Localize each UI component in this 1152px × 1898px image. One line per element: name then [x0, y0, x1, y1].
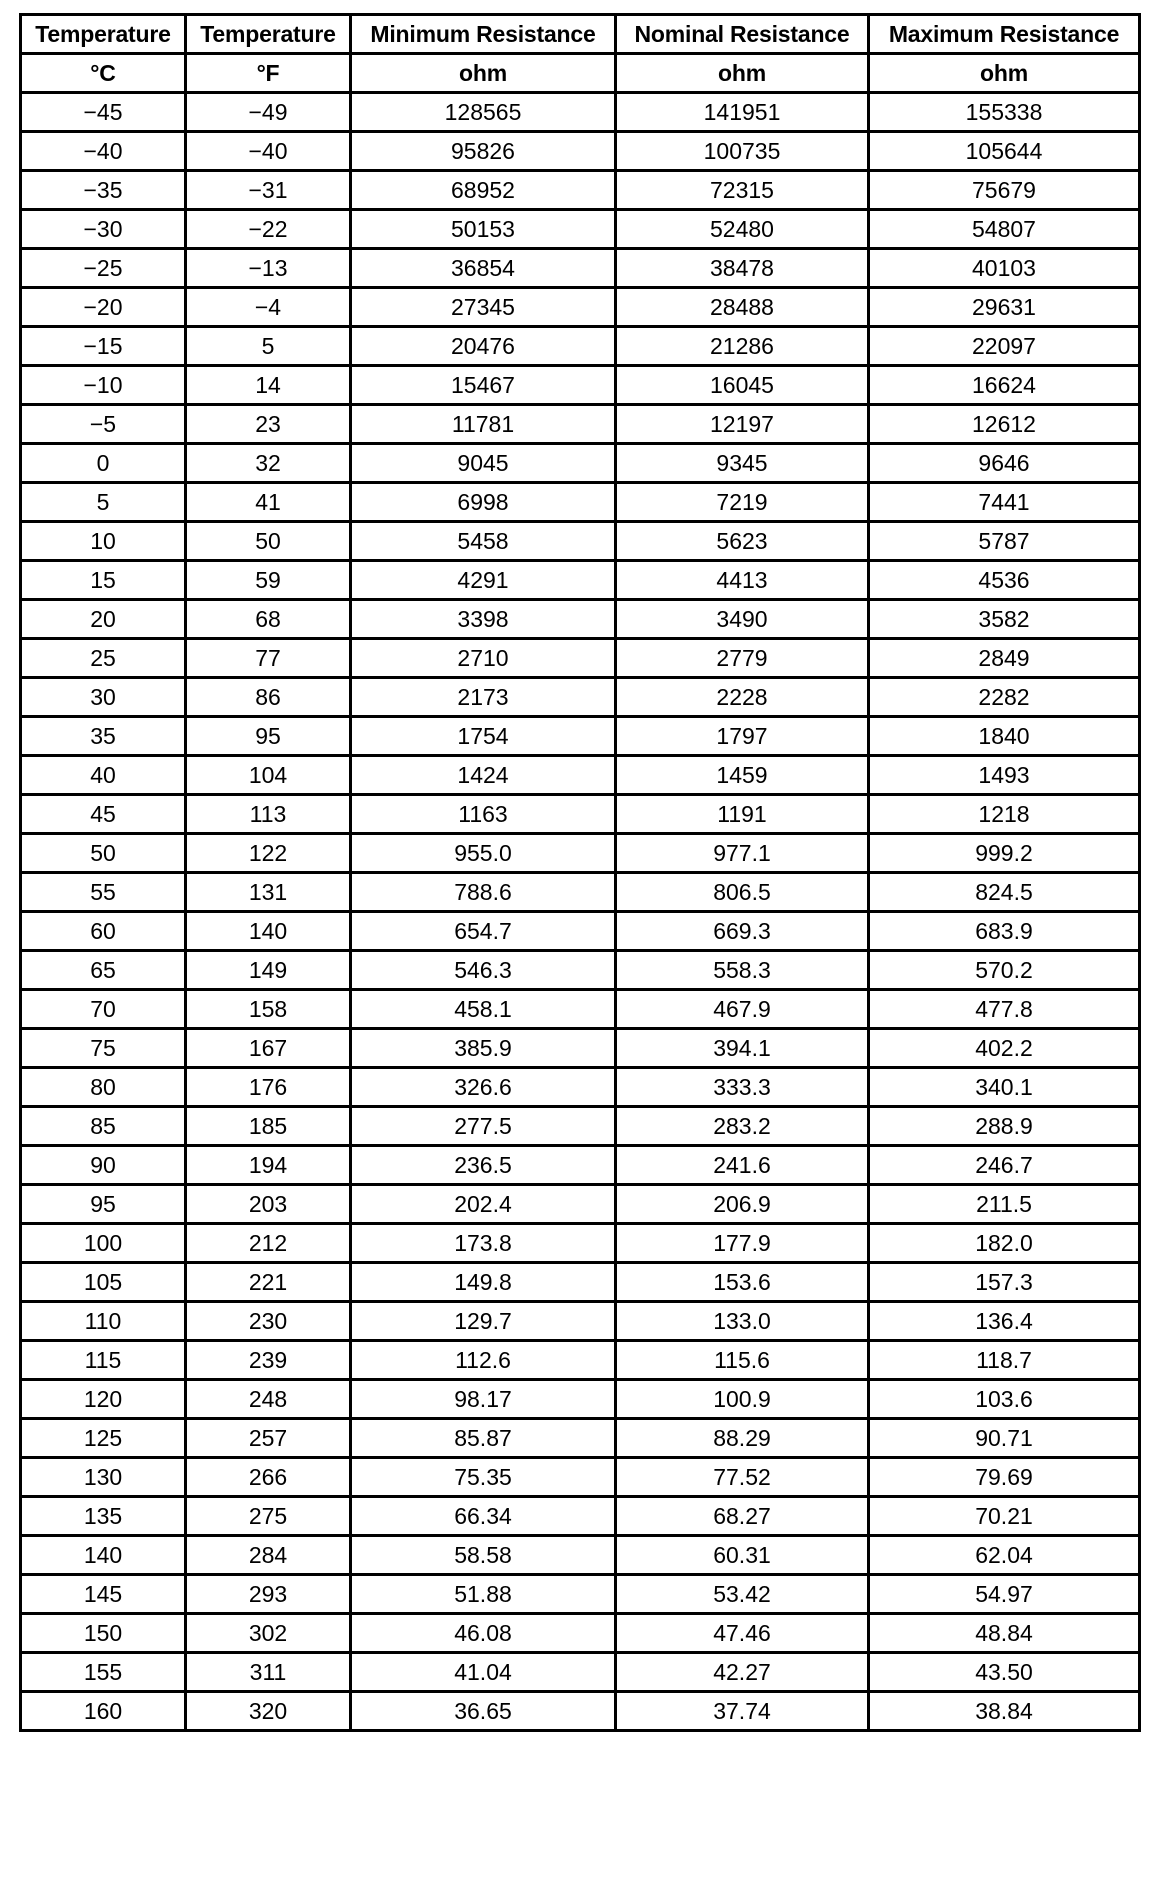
cell-fahrenheit: −40: [186, 132, 351, 171]
cell-fahrenheit: 149: [186, 951, 351, 990]
cell-fahrenheit: −4: [186, 288, 351, 327]
cell-celsius: 65: [21, 951, 186, 990]
cell-nominal-resistance: 100.9: [616, 1380, 869, 1419]
table-head: [21, 15, 1140, 93]
table-row: [21, 990, 1140, 1029]
cell-nominal-resistance: 38478: [616, 249, 869, 288]
table-row: [21, 1224, 1140, 1263]
cell-fahrenheit: 176: [186, 1068, 351, 1107]
cell-nominal-resistance: 28488: [616, 288, 869, 327]
table-row: [21, 873, 1140, 912]
cell-nominal-resistance: 669.3: [616, 912, 869, 951]
cell-fahrenheit: 185: [186, 1107, 351, 1146]
cell-max-resistance: 824.5: [869, 873, 1140, 912]
cell-fahrenheit: 221: [186, 1263, 351, 1302]
cell-max-resistance: 16624: [869, 366, 1140, 405]
cell-fahrenheit: 14: [186, 366, 351, 405]
table-row: [21, 132, 1140, 171]
table-row: [21, 951, 1140, 990]
cell-min-resistance: 58.58: [351, 1536, 616, 1575]
table-row: [21, 795, 1140, 834]
cell-fahrenheit: 113: [186, 795, 351, 834]
cell-fahrenheit: 212: [186, 1224, 351, 1263]
cell-fahrenheit: −13: [186, 249, 351, 288]
cell-fahrenheit: −49: [186, 93, 351, 132]
cell-nominal-resistance: 16045: [616, 366, 869, 405]
table-row: [21, 210, 1140, 249]
cell-min-resistance: 50153: [351, 210, 616, 249]
cell-fahrenheit: 104: [186, 756, 351, 795]
cell-max-resistance: 54.97: [869, 1575, 1140, 1614]
cell-min-resistance: 1754: [351, 717, 616, 756]
cell-min-resistance: 15467: [351, 366, 616, 405]
cell-nominal-resistance: 283.2: [616, 1107, 869, 1146]
cell-fahrenheit: 32: [186, 444, 351, 483]
cell-min-resistance: 5458: [351, 522, 616, 561]
cell-min-resistance: 654.7: [351, 912, 616, 951]
cell-nominal-resistance: 4413: [616, 561, 869, 600]
cell-min-resistance: 11781: [351, 405, 616, 444]
unit-nominal-ohm: ohm: [616, 54, 869, 93]
cell-max-resistance: 62.04: [869, 1536, 1140, 1575]
cell-celsius: 120: [21, 1380, 186, 1419]
cell-celsius: 25: [21, 639, 186, 678]
cell-celsius: 10: [21, 522, 186, 561]
units-row: [21, 54, 1140, 93]
cell-celsius: 5: [21, 483, 186, 522]
cell-max-resistance: 182.0: [869, 1224, 1140, 1263]
cell-max-resistance: 43.50: [869, 1653, 1140, 1692]
cell-min-resistance: 236.5: [351, 1146, 616, 1185]
cell-min-resistance: 2710: [351, 639, 616, 678]
cell-min-resistance: 788.6: [351, 873, 616, 912]
cell-fahrenheit: 284: [186, 1536, 351, 1575]
table-row: [21, 327, 1140, 366]
table-row: [21, 405, 1140, 444]
cell-fahrenheit: 266: [186, 1458, 351, 1497]
cell-nominal-resistance: 42.27: [616, 1653, 869, 1692]
table-row: [21, 1458, 1140, 1497]
cell-fahrenheit: 194: [186, 1146, 351, 1185]
cell-nominal-resistance: 9345: [616, 444, 869, 483]
table-row: [21, 600, 1140, 639]
table-row: [21, 1497, 1140, 1536]
cell-nominal-resistance: 68.27: [616, 1497, 869, 1536]
cell-max-resistance: 118.7: [869, 1341, 1140, 1380]
cell-celsius: 110: [21, 1302, 186, 1341]
cell-max-resistance: 402.2: [869, 1029, 1140, 1068]
cell-fahrenheit: 311: [186, 1653, 351, 1692]
cell-fahrenheit: 50: [186, 522, 351, 561]
cell-celsius: 130: [21, 1458, 186, 1497]
cell-celsius: 80: [21, 1068, 186, 1107]
cell-fahrenheit: 68: [186, 600, 351, 639]
table-body: [21, 93, 1140, 1731]
header-temperature-celsius: Temperature: [21, 15, 186, 54]
table-row: [21, 171, 1140, 210]
cell-max-resistance: 22097: [869, 327, 1140, 366]
cell-max-resistance: 570.2: [869, 951, 1140, 990]
cell-celsius: 70: [21, 990, 186, 1029]
cell-fahrenheit: 158: [186, 990, 351, 1029]
cell-min-resistance: 458.1: [351, 990, 616, 1029]
unit-min-ohm: ohm: [351, 54, 616, 93]
cell-nominal-resistance: 21286: [616, 327, 869, 366]
cell-celsius: −35: [21, 171, 186, 210]
cell-celsius: 125: [21, 1419, 186, 1458]
cell-max-resistance: 40103: [869, 249, 1140, 288]
table-row: [21, 1185, 1140, 1224]
header-row: [21, 15, 1140, 54]
cell-max-resistance: 79.69: [869, 1458, 1140, 1497]
cell-nominal-resistance: 100735: [616, 132, 869, 171]
cell-min-resistance: 112.6: [351, 1341, 616, 1380]
cell-min-resistance: 85.87: [351, 1419, 616, 1458]
cell-celsius: −10: [21, 366, 186, 405]
table-row: [21, 522, 1140, 561]
cell-nominal-resistance: 1191: [616, 795, 869, 834]
cell-nominal-resistance: 2228: [616, 678, 869, 717]
cell-max-resistance: 340.1: [869, 1068, 1140, 1107]
cell-nominal-resistance: 467.9: [616, 990, 869, 1029]
cell-nominal-resistance: 88.29: [616, 1419, 869, 1458]
cell-max-resistance: 2849: [869, 639, 1140, 678]
cell-nominal-resistance: 53.42: [616, 1575, 869, 1614]
cell-min-resistance: 326.6: [351, 1068, 616, 1107]
cell-max-resistance: 211.5: [869, 1185, 1140, 1224]
cell-fahrenheit: −22: [186, 210, 351, 249]
cell-nominal-resistance: 153.6: [616, 1263, 869, 1302]
cell-nominal-resistance: 5623: [616, 522, 869, 561]
cell-min-resistance: 2173: [351, 678, 616, 717]
cell-fahrenheit: 41: [186, 483, 351, 522]
header-maximum-resistance: Maximum Resistance: [869, 15, 1140, 54]
cell-celsius: 95: [21, 1185, 186, 1224]
cell-max-resistance: 29631: [869, 288, 1140, 327]
cell-max-resistance: 12612: [869, 405, 1140, 444]
cell-nominal-resistance: 77.52: [616, 1458, 869, 1497]
cell-celsius: 15: [21, 561, 186, 600]
cell-max-resistance: 7441: [869, 483, 1140, 522]
header-temperature-fahrenheit: Temperature: [186, 15, 351, 54]
cell-min-resistance: 36854: [351, 249, 616, 288]
cell-min-resistance: 1424: [351, 756, 616, 795]
table-row: [21, 1263, 1140, 1302]
cell-min-resistance: 6998: [351, 483, 616, 522]
table-row: [21, 1341, 1140, 1380]
cell-nominal-resistance: 52480: [616, 210, 869, 249]
resistance-temperature-table: [19, 13, 1141, 1732]
cell-min-resistance: 385.9: [351, 1029, 616, 1068]
table-row: [21, 444, 1140, 483]
cell-celsius: 90: [21, 1146, 186, 1185]
table-row: [21, 717, 1140, 756]
cell-min-resistance: 149.8: [351, 1263, 616, 1302]
cell-fahrenheit: 275: [186, 1497, 351, 1536]
cell-min-resistance: 1163: [351, 795, 616, 834]
cell-max-resistance: 70.21: [869, 1497, 1140, 1536]
cell-celsius: 60: [21, 912, 186, 951]
cell-max-resistance: 136.4: [869, 1302, 1140, 1341]
header-nominal-resistance: Nominal Resistance: [616, 15, 869, 54]
table-row: [21, 1536, 1140, 1575]
table-row: [21, 288, 1140, 327]
cell-max-resistance: 48.84: [869, 1614, 1140, 1653]
cell-fahrenheit: 122: [186, 834, 351, 873]
table-row: [21, 912, 1140, 951]
cell-max-resistance: 4536: [869, 561, 1140, 600]
cell-celsius: 20: [21, 600, 186, 639]
cell-max-resistance: 5787: [869, 522, 1140, 561]
unit-max-ohm: ohm: [869, 54, 1140, 93]
cell-nominal-resistance: 3490: [616, 600, 869, 639]
table-row: [21, 639, 1140, 678]
cell-max-resistance: 683.9: [869, 912, 1140, 951]
cell-celsius: 140: [21, 1536, 186, 1575]
cell-min-resistance: 46.08: [351, 1614, 616, 1653]
table-row: [21, 561, 1140, 600]
cell-fahrenheit: 320: [186, 1692, 351, 1731]
header-minimum-resistance: Minimum Resistance: [351, 15, 616, 54]
cell-max-resistance: 288.9: [869, 1107, 1140, 1146]
table-row: [21, 1146, 1140, 1185]
cell-fahrenheit: 95: [186, 717, 351, 756]
cell-max-resistance: 157.3: [869, 1263, 1140, 1302]
cell-celsius: 145: [21, 1575, 186, 1614]
cell-max-resistance: 246.7: [869, 1146, 1140, 1185]
cell-max-resistance: 90.71: [869, 1419, 1140, 1458]
table-row: [21, 1653, 1140, 1692]
cell-max-resistance: 3582: [869, 600, 1140, 639]
cell-nominal-resistance: 7219: [616, 483, 869, 522]
cell-celsius: 150: [21, 1614, 186, 1653]
cell-min-resistance: 41.04: [351, 1653, 616, 1692]
table-row: [21, 93, 1140, 132]
cell-celsius: −30: [21, 210, 186, 249]
table-row: [21, 1107, 1140, 1146]
cell-nominal-resistance: 1459: [616, 756, 869, 795]
cell-min-resistance: 173.8: [351, 1224, 616, 1263]
cell-max-resistance: 9646: [869, 444, 1140, 483]
cell-nominal-resistance: 37.74: [616, 1692, 869, 1731]
cell-nominal-resistance: 558.3: [616, 951, 869, 990]
cell-nominal-resistance: 177.9: [616, 1224, 869, 1263]
cell-celsius: 55: [21, 873, 186, 912]
cell-max-resistance: 477.8: [869, 990, 1140, 1029]
cell-min-resistance: 75.35: [351, 1458, 616, 1497]
cell-fahrenheit: 203: [186, 1185, 351, 1224]
cell-celsius: −20: [21, 288, 186, 327]
table-row: [21, 1614, 1140, 1653]
cell-min-resistance: 4291: [351, 561, 616, 600]
cell-max-resistance: 38.84: [869, 1692, 1140, 1731]
cell-min-resistance: 9045: [351, 444, 616, 483]
cell-fahrenheit: 257: [186, 1419, 351, 1458]
cell-celsius: 40: [21, 756, 186, 795]
table-row: [21, 1575, 1140, 1614]
cell-min-resistance: 202.4: [351, 1185, 616, 1224]
cell-nominal-resistance: 141951: [616, 93, 869, 132]
cell-nominal-resistance: 977.1: [616, 834, 869, 873]
table-row: [21, 1302, 1140, 1341]
cell-fahrenheit: 302: [186, 1614, 351, 1653]
cell-celsius: 155: [21, 1653, 186, 1692]
cell-min-resistance: 3398: [351, 600, 616, 639]
cell-celsius: 45: [21, 795, 186, 834]
cell-nominal-resistance: 60.31: [616, 1536, 869, 1575]
cell-celsius: 100: [21, 1224, 186, 1263]
cell-fahrenheit: −31: [186, 171, 351, 210]
cell-fahrenheit: 293: [186, 1575, 351, 1614]
cell-celsius: 35: [21, 717, 186, 756]
cell-celsius: 160: [21, 1692, 186, 1731]
cell-fahrenheit: 140: [186, 912, 351, 951]
cell-max-resistance: 999.2: [869, 834, 1140, 873]
table-row: [21, 366, 1140, 405]
table-row: [21, 1419, 1140, 1458]
cell-max-resistance: 2282: [869, 678, 1140, 717]
cell-nominal-resistance: 206.9: [616, 1185, 869, 1224]
cell-nominal-resistance: 47.46: [616, 1614, 869, 1653]
cell-nominal-resistance: 72315: [616, 171, 869, 210]
cell-celsius: 135: [21, 1497, 186, 1536]
cell-min-resistance: 128565: [351, 93, 616, 132]
unit-celsius: °C: [21, 54, 186, 93]
cell-min-resistance: 546.3: [351, 951, 616, 990]
table-row: [21, 678, 1140, 717]
cell-min-resistance: 68952: [351, 171, 616, 210]
cell-max-resistance: 155338: [869, 93, 1140, 132]
cell-nominal-resistance: 1797: [616, 717, 869, 756]
cell-fahrenheit: 248: [186, 1380, 351, 1419]
cell-fahrenheit: 131: [186, 873, 351, 912]
cell-fahrenheit: 77: [186, 639, 351, 678]
cell-min-resistance: 20476: [351, 327, 616, 366]
cell-fahrenheit: 23: [186, 405, 351, 444]
cell-max-resistance: 103.6: [869, 1380, 1140, 1419]
cell-max-resistance: 1840: [869, 717, 1140, 756]
cell-max-resistance: 54807: [869, 210, 1140, 249]
table-row: [21, 483, 1140, 522]
table-row: [21, 756, 1140, 795]
cell-fahrenheit: 59: [186, 561, 351, 600]
cell-celsius: 105: [21, 1263, 186, 1302]
cell-min-resistance: 51.88: [351, 1575, 616, 1614]
cell-max-resistance: 1218: [869, 795, 1140, 834]
table-row: [21, 834, 1140, 873]
table-row: [21, 1029, 1140, 1068]
cell-fahrenheit: 230: [186, 1302, 351, 1341]
cell-celsius: 115: [21, 1341, 186, 1380]
cell-nominal-resistance: 133.0: [616, 1302, 869, 1341]
cell-nominal-resistance: 12197: [616, 405, 869, 444]
cell-min-resistance: 277.5: [351, 1107, 616, 1146]
table-row: [21, 249, 1140, 288]
cell-fahrenheit: 167: [186, 1029, 351, 1068]
cell-min-resistance: 66.34: [351, 1497, 616, 1536]
cell-nominal-resistance: 806.5: [616, 873, 869, 912]
cell-fahrenheit: 5: [186, 327, 351, 366]
cell-celsius: −45: [21, 93, 186, 132]
cell-celsius: 75: [21, 1029, 186, 1068]
cell-celsius: −40: [21, 132, 186, 171]
cell-celsius: −15: [21, 327, 186, 366]
cell-min-resistance: 95826: [351, 132, 616, 171]
cell-min-resistance: 129.7: [351, 1302, 616, 1341]
cell-celsius: −25: [21, 249, 186, 288]
cell-min-resistance: 98.17: [351, 1380, 616, 1419]
cell-min-resistance: 955.0: [351, 834, 616, 873]
table-row: [21, 1692, 1140, 1731]
cell-nominal-resistance: 333.3: [616, 1068, 869, 1107]
cell-max-resistance: 75679: [869, 171, 1140, 210]
table-row: [21, 1380, 1140, 1419]
cell-celsius: 85: [21, 1107, 186, 1146]
cell-max-resistance: 105644: [869, 132, 1140, 171]
cell-fahrenheit: 86: [186, 678, 351, 717]
cell-nominal-resistance: 115.6: [616, 1341, 869, 1380]
cell-max-resistance: 1493: [869, 756, 1140, 795]
cell-min-resistance: 27345: [351, 288, 616, 327]
cell-nominal-resistance: 2779: [616, 639, 869, 678]
cell-fahrenheit: 239: [186, 1341, 351, 1380]
cell-celsius: 50: [21, 834, 186, 873]
cell-celsius: 0: [21, 444, 186, 483]
cell-nominal-resistance: 394.1: [616, 1029, 869, 1068]
cell-celsius: −5: [21, 405, 186, 444]
unit-fahrenheit: °F: [186, 54, 351, 93]
cell-celsius: 30: [21, 678, 186, 717]
cell-min-resistance: 36.65: [351, 1692, 616, 1731]
table-row: [21, 1068, 1140, 1107]
cell-nominal-resistance: 241.6: [616, 1146, 869, 1185]
